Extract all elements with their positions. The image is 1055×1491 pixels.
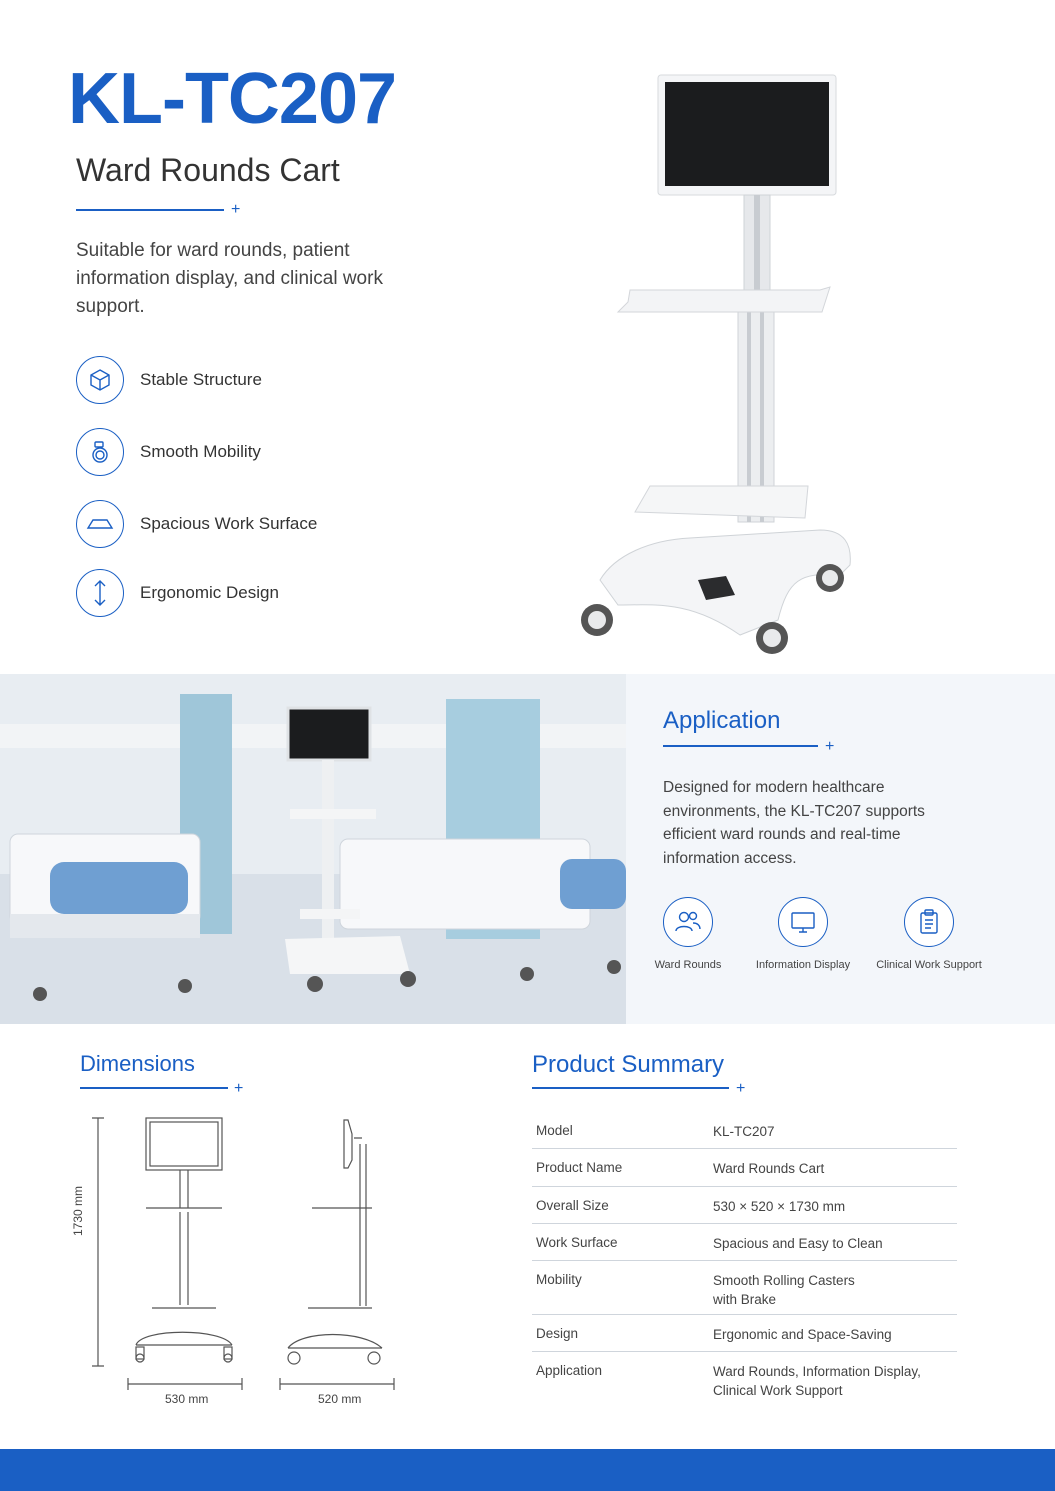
footer-bar	[0, 1449, 1055, 1491]
feature-label: Ergonomic Design	[140, 583, 279, 602]
plus-icon: +	[736, 1080, 746, 1097]
summary-key: Product Name	[536, 1160, 623, 1175]
cube-icon	[76, 356, 124, 404]
summary-key: Model	[536, 1123, 573, 1138]
product-description: Suitable for ward rounds, patient information display, and clinical work support.	[76, 240, 383, 317]
summary-table	[532, 1112, 957, 1402]
feature-label: Smooth Mobility	[140, 442, 261, 461]
dimensions-title: Dimensions	[80, 1051, 195, 1076]
title-divider	[76, 209, 224, 211]
height-dimension-label: 1730 mm	[71, 1185, 85, 1236]
summary-value: Ward Rounds, Information Display, Clinical Work Support	[713, 1364, 921, 1398]
application-title: Application	[663, 707, 781, 734]
table-row	[532, 1315, 957, 1352]
product-name: Ward Rounds Cart	[76, 152, 340, 188]
table-row	[532, 1261, 957, 1315]
application-item-label: Ward Rounds	[654, 959, 722, 971]
application-item-label: Information Display	[755, 959, 851, 971]
summary-key: Design	[536, 1326, 579, 1341]
table-row	[532, 1187, 957, 1224]
table-row	[532, 1224, 957, 1261]
application-item	[628, 897, 748, 971]
table-row	[532, 1149, 957, 1187]
summary-key: Application	[536, 1363, 603, 1378]
dimensions-divider	[80, 1087, 228, 1089]
summary-value: Smooth Rolling Casters with Brake	[713, 1273, 855, 1307]
hospital-room-photo	[0, 674, 626, 1024]
summary-key: Work Surface	[536, 1235, 618, 1250]
feature-label: Stable Structure	[140, 370, 262, 389]
summary-divider	[532, 1087, 729, 1089]
table-row	[532, 1352, 957, 1402]
feature-item	[76, 499, 317, 549]
cart-product-image	[540, 60, 900, 670]
application-item-label: Clinical Work Support	[876, 959, 982, 971]
depth-dimension-label: 520 mm	[318, 1392, 362, 1406]
summary-key: Overall Size	[536, 1198, 609, 1213]
product-model: KL-TC207	[68, 59, 397, 139]
summary-value: Spacious and Easy to Clean	[713, 1236, 883, 1251]
application-divider	[663, 745, 818, 747]
feature-item	[76, 568, 279, 618]
summary-value: 530 × 520 × 1730 mm	[713, 1199, 846, 1214]
application-item	[869, 897, 989, 971]
summary-value: Ward Rounds Cart	[713, 1161, 825, 1176]
summary-value: Ergonomic and Space-Saving	[713, 1327, 892, 1342]
table-row	[532, 1112, 957, 1149]
plus-icon: +	[234, 1080, 244, 1097]
clipboard-icon	[904, 897, 954, 947]
summary-key: Mobility	[536, 1272, 582, 1287]
feature-item	[76, 355, 262, 405]
feature-item	[76, 427, 261, 477]
vertical-arrows-icon	[76, 569, 124, 617]
width-dimension-label: 530 mm	[165, 1392, 209, 1406]
summary-title: Product Summary	[532, 1051, 725, 1078]
dimension-drawing	[72, 1110, 412, 1410]
summary-value: KL-TC207	[713, 1124, 775, 1139]
application-text: Designed for modern healthcare environments, the KL-TC207 supports efficient ward rounds and real-time information access.	[663, 779, 925, 867]
plus-icon: +	[825, 738, 835, 755]
plus-icon: +	[231, 201, 241, 218]
caster-wheel-icon	[76, 428, 124, 476]
people-icon	[663, 897, 713, 947]
work-surface-icon	[76, 500, 124, 548]
feature-label: Spacious Work Surface	[140, 514, 318, 533]
monitor-icon	[778, 897, 828, 947]
application-item	[743, 897, 863, 971]
